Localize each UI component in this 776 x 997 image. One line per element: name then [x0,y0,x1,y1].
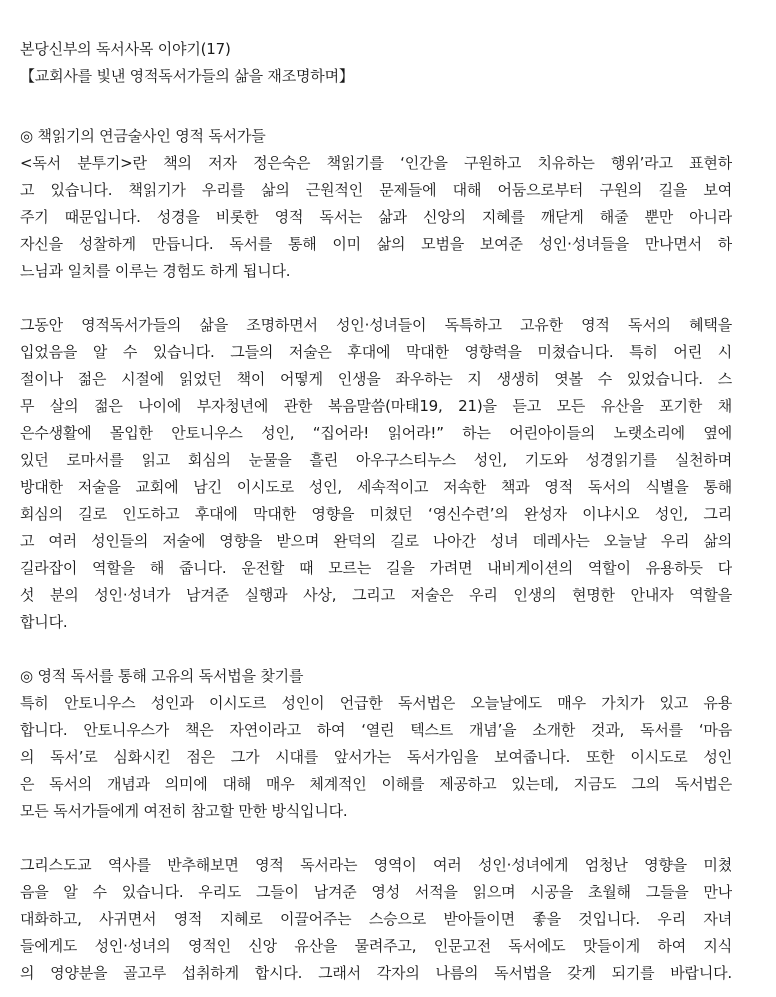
text-line: 은수생활에 몰입한 안토니우스 성인, “집어라! 읽어라!” 하는 어린아이들의 노랫소리에 옆에 [20,424,732,442]
text-line: 절이나 젊은 시절에 읽었던 책이 어떻게 인생을 좌우하는 지 생생히 엿볼 수 있었습니다. 스 [20,370,732,388]
document-title: 본당신부의 독서사목 이야기(17) [20,40,231,58]
text-line: 특히 안토니우스 성인과 이시도르 성인이 언급한 독서법은 오늘날에도 매우 가치가 있고 유용 [20,694,732,712]
section1-paragraph-2 [20,312,732,636]
text-line: 음을 알 수 있습니다. 우리도 그들이 남겨준 영성 서적을 읽으며 시공을 초월해 그들을 만나 [20,883,732,901]
section-heading-1: ◎ 책읽기의 연금술사인 영적 독서가들 [20,127,266,145]
text-line: 자신을 성찰하게 만듭니다. 독서를 통해 이미 삶의 모범을 보여준 성인·성녀들을 만나면서 하 [20,235,732,253]
text-line: 입었음을 알 수 있습니다. 그들의 저술은 후대에 막대한 영향력을 미쳤습니다. 특히 어린 시 [20,343,732,361]
section-heading-2: ◎ 영적 독서를 통해 고유의 독서법을 찾기를 [20,667,304,685]
section1-paragraph-1 [20,150,732,285]
text-line: 의 영양분을 골고루 섭취하게 합시다. 그래서 각자의 나름의 독서법을 갖게 되기를 바랍니다. [20,964,732,982]
text-line: 의 독서’로 심화시킨 점은 그가 시대를 앞서가는 독서가임을 보여줍니다. 또한 이시도로 성인 [20,748,732,766]
text-line: 방대한 저술을 교회에 남긴 이시도로 성인, 세속적이고 저속한 책과 영적 독서의 식별을 통해 [20,478,732,496]
text-line: 대화하고, 사귀면서 영적 지혜로 이끌어주는 스승으로 받아들이면 좋을 것입니다. 우리 자녀 [20,910,732,928]
text-line: 모든 독서가들에게 여전히 참고할 만한 방식입니다. [20,802,348,820]
text-line: 있던 로마서를 읽고 회심의 눈물을 흘린 아우구스티누스 성인, 기도와 성경읽기를 실천하며 [20,451,732,469]
spacer [20,825,732,852]
spacer [20,90,732,123]
text-line: 그동안 영적독서가들의 삶을 조명하면서 성인·성녀들이 독특하고 고유한 영적 독서의 혜택을 [20,316,732,334]
text-line: 섯 분의 성인·성녀가 남겨준 실행과 사상, 그리고 저술은 우리 인생의 현명한 안내자 역할을 [20,586,732,604]
document-subtitle: 【교회사를 빛낸 영적독서가들의 삶을 재조명하며】 [20,67,354,85]
section2-paragraph-2 [20,852,732,987]
text-line: 들에게도 성인·성녀의 영적인 신앙 유산을 물려주고, 인문고전 독서에도 맛들이게 하여 지식 [20,937,732,955]
text-line: 은 독서의 개념과 의미에 대해 매우 체계적인 이해를 제공하고 있는데, 지금도 그의 독서법은 [20,775,732,793]
spacer [20,285,732,312]
text-line: 무 살의 젊은 나이에 부자청년에 관한 복음말씀(마태19, 21)을 듣고 모든 유산을 포기한 채 [20,397,732,415]
text-line: 느님과 일치를 이루는 경험도 하게 됩니다. [20,262,291,280]
text-line: 그리스도교 역사를 반추해보면 영적 독서라는 영역이 여러 성인·성녀에게 엄청난 영향을 미쳤 [20,856,732,874]
text-line: 합니다. [20,613,68,631]
text-line: 회심의 길로 인도하고 후대에 막대한 영향을 미쳤던 ‘영신수련’의 완성자 이냐시오 성인, 그리 [20,505,732,523]
spacer [20,636,732,663]
text-line: 주기 때문입니다. 성경을 비롯한 영적 독서는 삶과 신앙의 지혜를 깨닫게 해줄 뿐만 아니라 [20,208,732,226]
document-page [20,36,732,987]
text-line: 고 있습니다. 책읽기가 우리를 삶의 근원적인 문제들에 대해 어둠으로부터 구원의 길을 보여 [20,181,732,199]
text-line: <독서 분투기>란 책의 저자 정은숙은 책읽기를 ‘인간을 구원하고 치유하는 행위’라고 표현하 [20,154,732,172]
section2-paragraph-1 [20,690,732,825]
text-line: 고 여러 성인들의 저술에 영향을 받으며 완덕의 길로 나아간 성녀 데레사는 오늘날 우리 삶의 [20,532,732,550]
text-line: 길라잡이 역할을 해 줍니다. 운전할 때 모르는 길을 가려면 내비게이션의 역할이 유용하듯 다 [20,559,732,577]
text-line: 합니다. 안토니우스가 책은 자연이라고 하여 ‘열린 텍스트 개념’을 소개한 것과, 독서를 ‘마음 [20,721,732,739]
